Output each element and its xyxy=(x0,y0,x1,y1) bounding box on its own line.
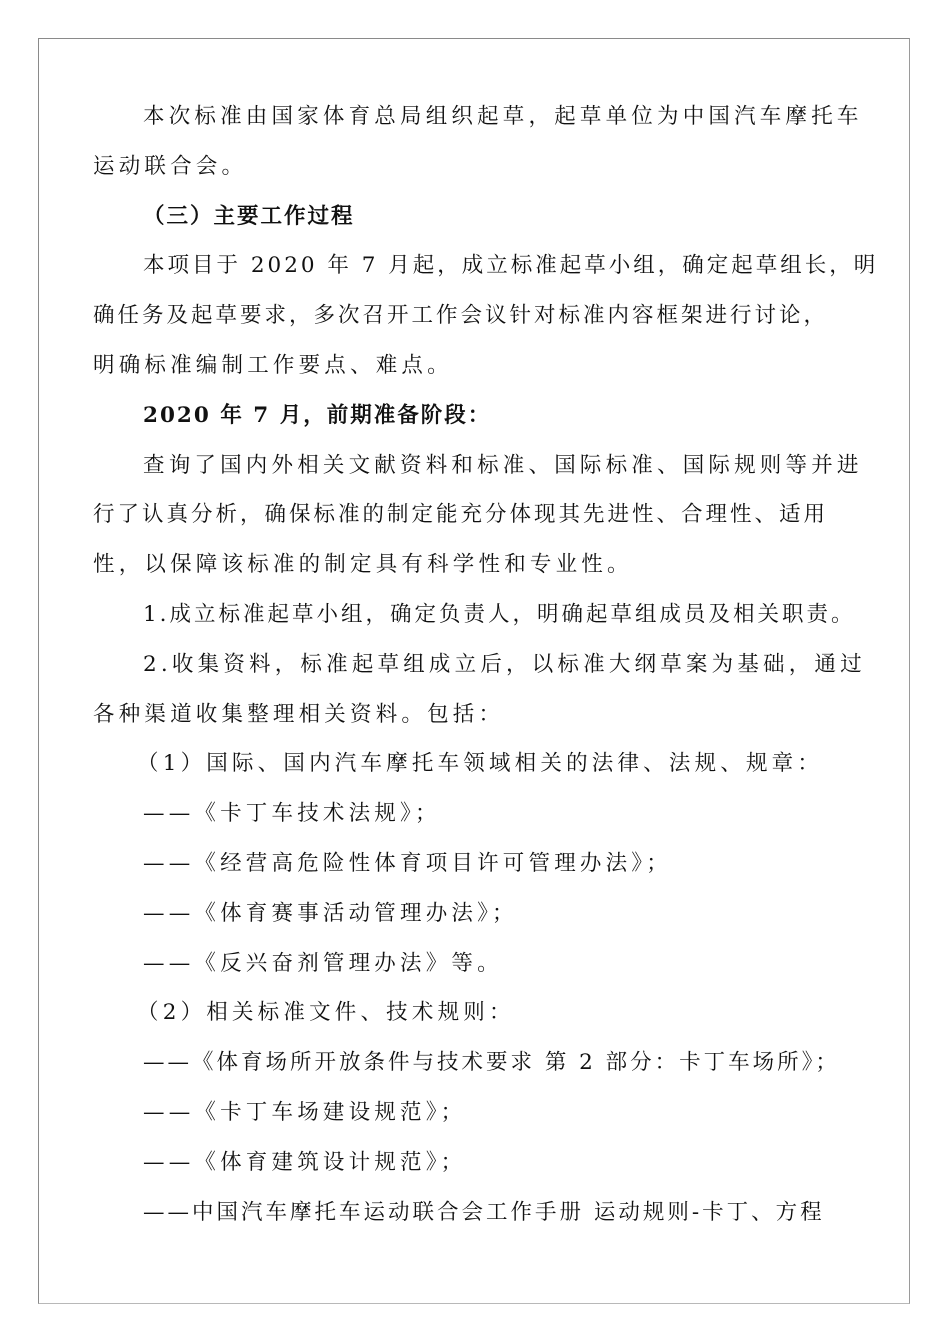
paragraph-project-start-line-1: 本项目于 2020 年 7 月起，成立标准起草小组，确定起草组长，明 xyxy=(143,253,879,279)
reference-item: ——《卡丁车场建设规范》； xyxy=(143,1099,467,1125)
sublist-heading-laws-regulations: （1）国际、国内汽车摩托车领域相关的法律、法规、规章： xyxy=(137,751,824,777)
paragraph-drafting-org-line-2: 运动联合会。 xyxy=(93,153,248,179)
reference-item: ——《体育赛事活动管理办法》； xyxy=(143,900,518,926)
list-item-2-collect-materials-line-1: 2.收集资料，标准起草组成立后，以标准大纲草案为基础，通过 xyxy=(143,651,866,677)
reference-item: ——《经营高危险性体育项目许可管理办法》； xyxy=(143,850,672,876)
paragraph-drafting-org-line-1: 本次标准由国家体育总局组织起草，起草单位为中国汽车摩托车 xyxy=(143,104,863,129)
reference-item: ——中国汽车摩托车运动联合会工作手册 运动规则-卡丁、方程 xyxy=(143,1199,825,1225)
reference-item: ——《体育建筑设计规范》； xyxy=(143,1149,467,1175)
reference-item: ——《卡丁车技术法规》； xyxy=(143,801,441,827)
list-item-2-collect-materials-line-2: 各种渠道收集整理相关资料。包括： xyxy=(93,701,505,727)
reference-item: ——《反兴奋剂管理办法》等。 xyxy=(143,950,503,976)
paragraph-project-start-line-2: 确任务及起草要求，多次召开工作会议针对标准内容框架进行讨论， xyxy=(93,303,829,329)
paragraph-project-start-line-3: 明确标准编制工作要点、难点。 xyxy=(93,352,453,378)
sublist-heading-standards-rules: （2）相关标准文件、技术规则： xyxy=(137,1000,515,1026)
subheading-preparation-stage: 2020 年 7 月，前期准备阶段： xyxy=(143,402,492,428)
document-body xyxy=(93,97,879,1242)
paragraph-research-line-2: 行了认真分析，确保标准的制定能充分体现其先进性、合理性、适用 xyxy=(93,502,829,528)
list-item-1-form-group: 1.成立标准起草小组，确定负责人，明确起草组成员及相关职责。 xyxy=(143,601,856,627)
section-heading-main-work-process: （三）主要工作过程 xyxy=(143,203,355,229)
paragraph-research-line-3: 性，以保障该标准的制定具有科学性和专业性。 xyxy=(93,552,633,578)
reference-item: ——《体育场所开放条件与技术要求 第 2 部分：卡丁车场所》； xyxy=(143,1050,840,1076)
paragraph-research-line-1: 查询了国内外相关文献资料和标准、国际标准、国际规则等并进 xyxy=(143,452,863,478)
